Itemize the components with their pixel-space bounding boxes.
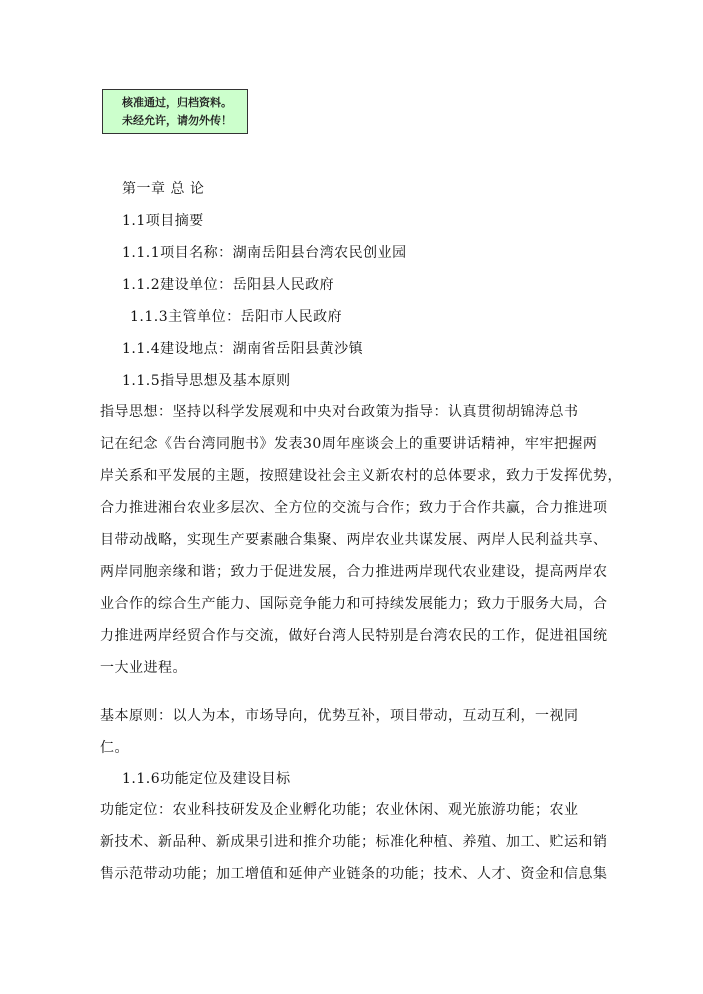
paragraph-line: 售示范带动功能；加工增值和延伸产业链条的功能；技术、人才、资金和信息集	[100, 866, 608, 882]
section-1-1-1: 1.1.1项目名称：湖南岳阳县台湾农民创业园	[122, 245, 407, 261]
section-1-1-2: 1.1.2建设单位：岳阳县人民政府	[122, 277, 335, 293]
stamp-line-1: 核准通过，归档资料。	[122, 96, 232, 109]
paragraph-line: 力推进两岸经贸合作与交流，做好台湾人民特别是台湾农民的工作，促进祖国统	[100, 628, 608, 644]
paragraph-line: 目带动战略，实现生产要素融合集聚、两岸农业共谋发展、两岸人民利益共享、	[100, 532, 608, 548]
section-1-1-4: 1.1.4建设地点：湖南省岳阳县黄沙镇	[122, 341, 364, 357]
paragraph-line: 记在纪念《告台湾同胞书》发表30周年座谈会上的重要讲话精神，牢牢把握两	[100, 436, 598, 452]
paragraph-line: 业合作的综合生产能力、国际竞争能力和可持续发展能力；致力于服务大局，合	[100, 596, 608, 612]
chapter-heading: 第一章 总 论	[122, 181, 205, 197]
paragraph-line: 两岸同胞亲缘和谐；致力于促进发展，合力推进两岸现代农业建设，提高两岸农	[100, 564, 608, 580]
section-1-1-6-heading: 1.1.6功能定位及建设目标	[122, 771, 291, 787]
guiding-ideology-paragraph	[100, 396, 622, 684]
basic-principles-paragraph	[100, 700, 605, 764]
section-1-1-heading: 1.1项目摘要	[122, 213, 204, 229]
section-1-1-3: 1.1.3主管单位：岳阳市人民政府	[130, 309, 343, 325]
paragraph-line: 合力推进湘台农业多层次、全方位的交流与合作；致力于合作共赢，合力推进项	[100, 500, 608, 516]
paragraph-line: 新技术、新品种、新成果引进和推介功能；标准化种植、养殖、加工、贮运和销	[100, 834, 608, 850]
paragraph-line: 指导思想：坚持以科学发展观和中央对台政策为指导：认真贯彻胡锦涛总书	[100, 404, 579, 420]
approval-stamp	[102, 89, 248, 134]
paragraph-line: 基本原则：以人为本，市场导向，优势互补，项目带动，互动互利，一视同	[100, 708, 579, 724]
paragraph-line: 岸关系和平发展的主题，按照建设社会主义新农村的总体要求，致力于发挥优势，	[100, 468, 622, 484]
paragraph-line: 一大业进程。	[100, 660, 187, 676]
section-1-1-5-heading: 1.1.5指导思想及基本原则	[122, 373, 291, 389]
stamp-line-2: 未经允许，请勿外传！	[122, 114, 232, 127]
paragraph-line: 仁。	[100, 740, 129, 756]
paragraph-line: 功能定位：农业科技研发及企业孵化功能；农业休闲、观光旅游功能；农业	[100, 802, 579, 818]
function-positioning-paragraph	[100, 794, 608, 890]
